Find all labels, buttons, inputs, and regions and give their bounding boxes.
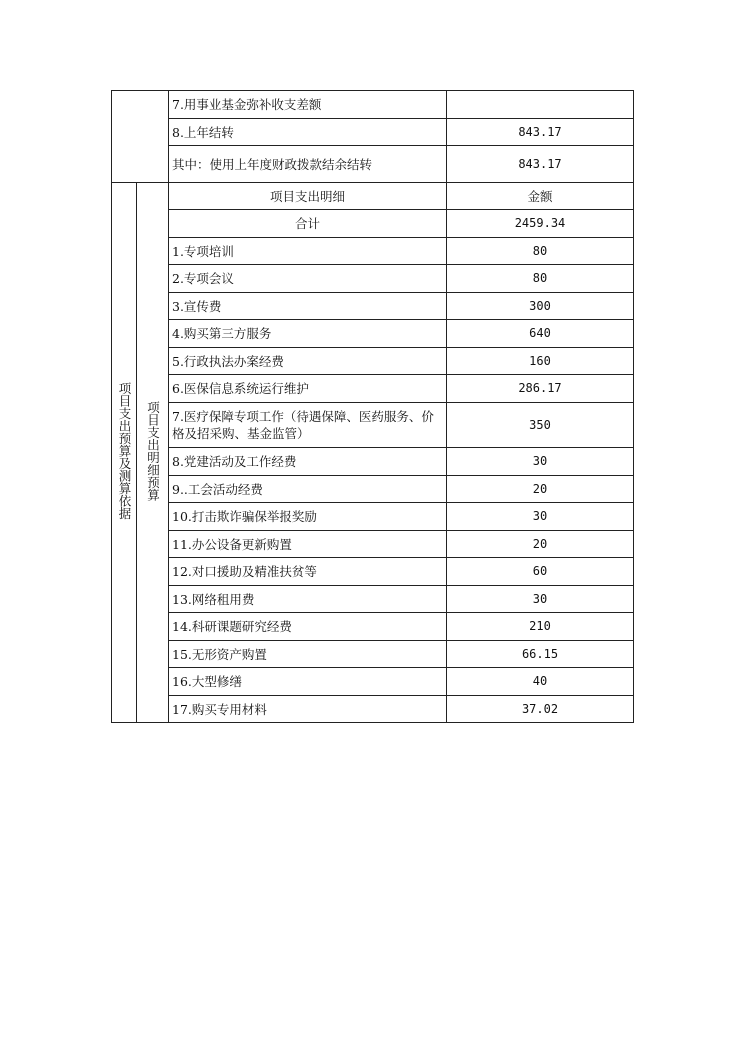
item-label: 1.专项培训 (169, 238, 447, 265)
item-label: 9..工会活动经费 (169, 476, 447, 503)
item-label: 13.网络租用费 (169, 586, 447, 613)
item-label: 11.办公设备更新购置 (169, 531, 447, 558)
table-row (112, 293, 634, 320)
item-amount: 20 (447, 531, 634, 558)
item-amount: 30 (447, 448, 634, 476)
total-label: 合计 (169, 210, 447, 238)
item-amount: 80 (447, 265, 634, 293)
item-label: 12.对口援助及精准扶贫等 (169, 558, 447, 586)
header-amount: 金额 (447, 183, 634, 210)
row-amount (447, 91, 634, 119)
item-label: 6.医保信息系统运行维护 (169, 375, 447, 403)
item-label: 14.科研课题研究经费 (169, 613, 447, 641)
row-amount: 843.17 (447, 146, 634, 183)
table-row (112, 586, 634, 613)
item-amount: 160 (447, 348, 634, 375)
item-label: 15.无形资产购置 (169, 641, 447, 668)
item-amount: 37.02 (447, 696, 634, 723)
row-label: 其中：使用上年度财政拨款结余结转 (169, 146, 447, 183)
row-label: 7.用事业基金弥补收支差额 (169, 91, 447, 119)
item-label: 5.行政执法办案经费 (169, 348, 447, 375)
item-amount: 80 (447, 238, 634, 265)
row-amount: 843.17 (447, 119, 634, 146)
table-row (112, 265, 634, 293)
inner-section-label (137, 183, 169, 723)
table-row (112, 503, 634, 531)
table-row (112, 668, 634, 696)
table-row (112, 119, 634, 146)
item-label: 16.大型修缮 (169, 668, 447, 696)
item-label: 3.宣传费 (169, 293, 447, 320)
outer-section-label (112, 183, 137, 723)
table-row (112, 531, 634, 558)
item-amount: 210 (447, 613, 634, 641)
item-amount: 20 (447, 476, 634, 503)
table-row (112, 375, 634, 403)
table-row (112, 403, 634, 448)
table-row (112, 320, 634, 348)
table-row (112, 558, 634, 586)
budget-table (111, 90, 634, 723)
inner-section-text: 项目支出明细预算 (145, 400, 161, 501)
item-amount: 300 (447, 293, 634, 320)
table-row (112, 91, 634, 119)
item-amount: 30 (447, 503, 634, 531)
total-amount: 2459.34 (447, 210, 634, 238)
blank-cell (112, 91, 169, 183)
item-label: 7.医疗保障专项工作（待遇保障、医药服务、价格及招采购、基金监管） (169, 403, 447, 448)
row-label: 8.上年结转 (169, 119, 447, 146)
item-amount: 350 (447, 403, 634, 448)
item-amount: 60 (447, 558, 634, 586)
item-label: 4.购买第三方服务 (169, 320, 447, 348)
item-amount: 640 (447, 320, 634, 348)
total-row (112, 210, 634, 238)
item-label: 17.购买专用材料 (169, 696, 447, 723)
table-row (112, 641, 634, 668)
table-row (112, 476, 634, 503)
item-amount: 40 (447, 668, 634, 696)
item-amount: 30 (447, 586, 634, 613)
item-label: 2.专项会议 (169, 265, 447, 293)
item-label: 10.打击欺诈骗保举报奖励 (169, 503, 447, 531)
table-header-row (112, 183, 634, 210)
outer-section-text: 项目支出预算及测算依据 (117, 381, 132, 520)
table-row (112, 696, 634, 723)
table-row (112, 448, 634, 476)
item-amount: 66.15 (447, 641, 634, 668)
table-row (112, 238, 634, 265)
table-row (112, 348, 634, 375)
table-row (112, 146, 634, 183)
table-row (112, 613, 634, 641)
item-label: 8.党建活动及工作经费 (169, 448, 447, 476)
header-item: 项目支出明细 (169, 183, 447, 210)
item-amount: 286.17 (447, 375, 634, 403)
